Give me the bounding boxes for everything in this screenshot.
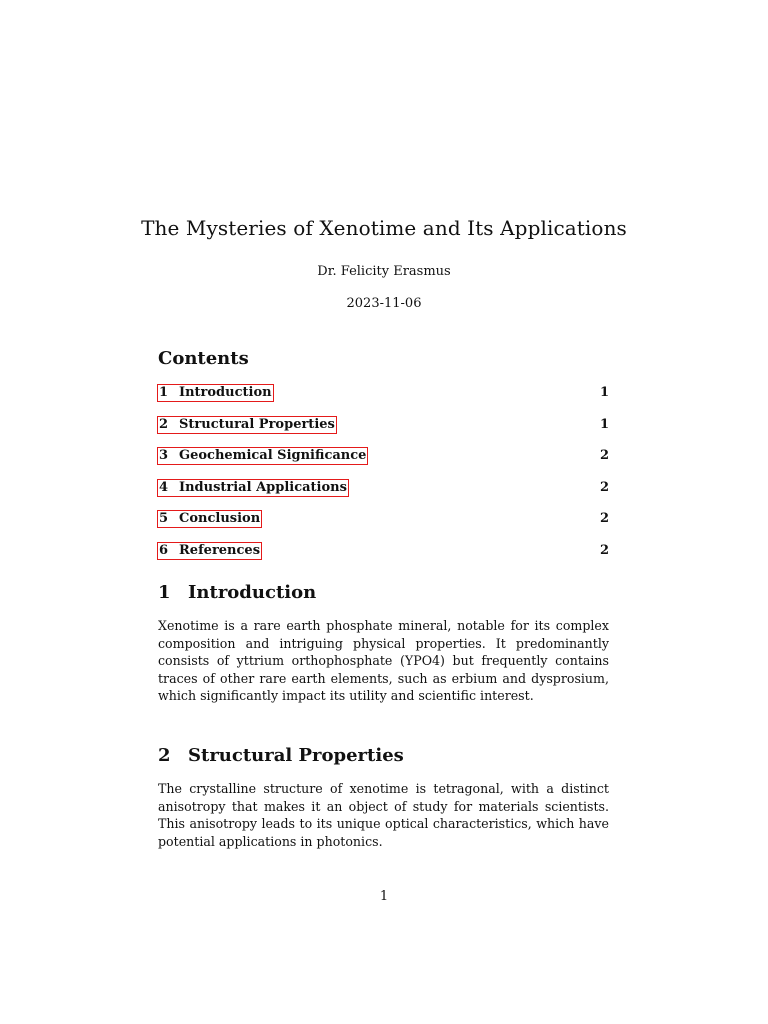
toc-entry-number: 6 xyxy=(159,542,169,558)
toc-entry-structural-properties xyxy=(157,416,609,448)
toc-entry-label: Geochemical Significance xyxy=(179,448,367,463)
toc-link-conclusion[interactable] xyxy=(157,510,262,528)
contents-heading: Contents xyxy=(158,348,249,369)
toc-link-introduction[interactable] xyxy=(157,384,274,402)
section-title: Structural Properties xyxy=(188,745,404,766)
toc-entry-references xyxy=(157,542,609,574)
toc-entry-label: References xyxy=(179,542,261,558)
toc-entry-number: 5 xyxy=(159,511,169,526)
toc-entry-number: 4 xyxy=(159,479,169,495)
toc-entry-page: 2 xyxy=(599,479,609,495)
document-title: The Mysteries of Xenotime and Its Applications xyxy=(141,216,627,240)
toc-entry-conclusion xyxy=(157,510,609,542)
toc-entry-introduction xyxy=(157,384,609,416)
section-title: Introduction xyxy=(188,582,317,603)
toc-entry-number: 3 xyxy=(159,448,169,463)
toc-entry-label: Structural Properties xyxy=(179,416,335,432)
toc-entry-number: 2 xyxy=(159,416,169,432)
toc-entry-label: Introduction xyxy=(179,385,272,400)
document-author: Dr. Felicity Erasmus xyxy=(317,264,451,279)
toc-entry-label: Conclusion xyxy=(179,511,261,526)
toc-entry-industrial-applications xyxy=(157,479,609,511)
toc-link-structural-properties[interactable] xyxy=(157,416,337,434)
section-body-structural-properties: The crystalline structure of xenotime is tetragonal, with a distinct anisotropy that makes it an object of study for materials scientists. This anisotropy leads to its unique optical characteristics, which have potential applications in photonics. xyxy=(158,781,609,849)
section-body-introduction: Xenotime is a rare earth phosphate mineral, notable for its complex composition and intriguing physical properties. It predominantly consists of yttrium orthophosphate (YPO4) but frequently contains traces of other rare earth elements, such as erbium and dysprosium, which significantly impact its utility and scientific interest. xyxy=(158,618,609,704)
toc-link-references[interactable] xyxy=(157,542,262,560)
toc-entry-page: 2 xyxy=(599,542,609,558)
toc-entry-page: 2 xyxy=(599,511,609,526)
toc-entry-page: 1 xyxy=(599,385,609,400)
section-heading-structural-properties xyxy=(158,745,404,766)
toc-entry-page: 2 xyxy=(599,448,609,463)
toc-entry-number: 1 xyxy=(159,385,169,400)
page-number: 1 xyxy=(379,889,389,904)
table-of-contents xyxy=(157,384,609,573)
section-number: 1 xyxy=(158,582,171,603)
toc-link-industrial-applications[interactable] xyxy=(157,479,349,497)
section-heading-introduction xyxy=(158,582,316,603)
document-date: 2023-11-06 xyxy=(346,296,422,311)
toc-link-geochemical-significance[interactable] xyxy=(157,447,368,465)
toc-entry-page: 1 xyxy=(599,416,609,432)
toc-entry-geochemical-significance xyxy=(157,447,609,479)
toc-entry-label: Industrial Applications xyxy=(179,479,347,495)
section-number: 2 xyxy=(158,745,171,766)
